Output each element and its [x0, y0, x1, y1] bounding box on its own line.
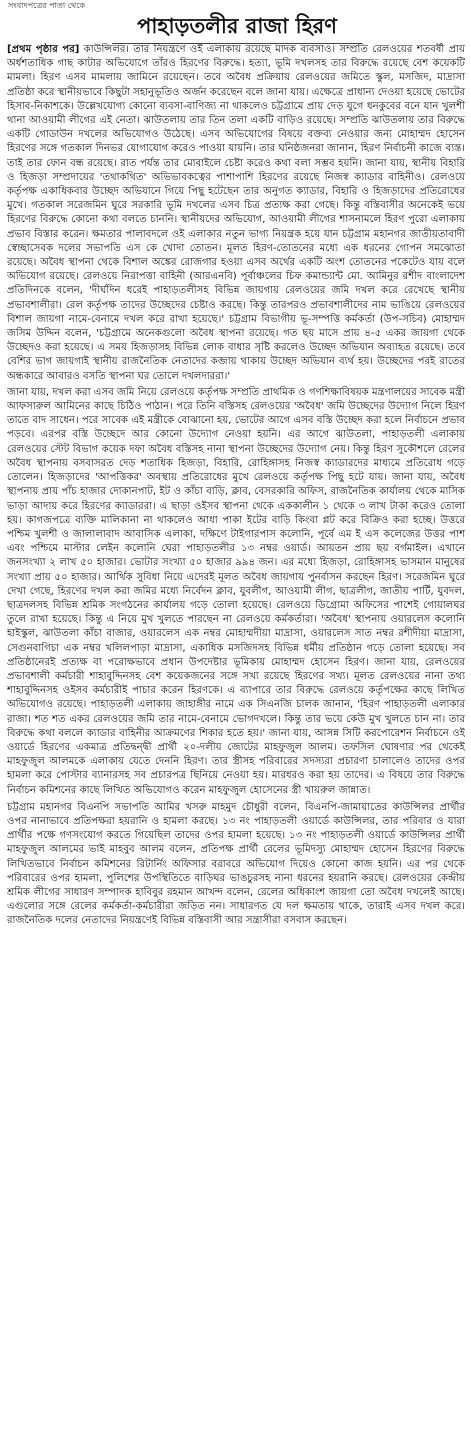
paragraph-text: কাউন্সিলর। তার নিয়ন্ত্রণে ওই এলাকায় রয়েছে মাদক ব্যবসাও। সম্প্রতি রেলওয়ের শতবর্ষী প্রায় অর্ধশতাধিক গাছ কাটার অভিযোগে তাঁরও হিরণের বিরুদ্ধে। হত্যা, ভূমি দখলসহ তার বিরুদ্ধে রয়েছে বেশ কয়েকটি মামলা। হিরণ এসব মামলায় জামিনে রয়েছেন। তবে অবৈধ প্রক্রিয়ায় রেলওয়ের জমিতে স্কুল, মসজিদ, মাদ্রাসা প্রতিষ্ঠা করে স্থানীয়ভাবে কিছুটা সহানুভূতিও অর্জন করেছেন বলে জানা যায়। এক্ষেত্রে প্রাধান্য দেওয়া হয়েছে ভোটের হিসাব-নিকাশকে। উল্লেখযোগ্য কোনো ব্যবসা-বাণিজ্য না থাকলেও চট্টগ্রামে প্রায় দেড় যুগে ধনকুবের বনে যান খুলশী থানা আওয়ামী লীগের এই নেতা। ঝাউতলায় তার তিন তলা একটি বাড়িও রয়েছে। সম্প্রতি ঝাউতলায় তার বিরুদ্ধে একটি গোডাউন দখলের অভিযোগও উঠেছে। এসব অভিযোগের বিষয়ে বক্তব্য নেওয়ার জন্য মোহাম্মদ হোসেন হিরণের সঙ্গে গতকাল দিনভর যোগাযোগ করেও পাওয়া যায়নি। তার ঘনিষ্ঠজনরা জানান, হিরণ নির্বাচনী কাজে ব্যস্ত। তাই তার ফোন বন্ধ রয়েছে। রাত পর্যন্ত তার মোবাইলে চেষ্টা করেও কথা বলা সম্ভব হয়নি। জানা যায়, স্থানীয় বিহারি ও হিজড়া সম্প্রদায়ের 'তথাকথিত' অভিভাবকত্বের পাশাপাশি হিরণের রয়েছে নিজস্ব ক্যাডার বাহিনীও। রেলওয়ে কর্তৃপক্ষ একাধিকবার উচ্ছেদ অভিযানে গিয়ে পিছু হটেছেন তার অনুগত ক্যাডার, বিহারি ও হিজড়াদের প্রতিরোধের মুখে। গতকাল সরেজমিন ঘুরে সরকারি ভূমি দখলের এসব চিত্র প্রত্যক্ষ করা গেছে। কিন্তু বস্তিবাসীর অনেকেই ভয়ে হিরণের বিরুদ্ধে কোনো কথা বলতে চাননি। স্থানীয়দের অভিযোগ, আওয়ামী লীগের শাসনামলে হিরণ পুরো এলাকায় প্রভাব বিস্তার করেন। ক্ষমতার পালাবদলে ওই এলাকার নতুন ভাগ্য নিয়ন্ত্রক হয়ে যান চট্টগ্রাম মহানগর জাতীয়তাবাদী স্বেচ্ছাসেবক দলের সভাপতি এস কে খোদা তোতন। মূলত হিরণ-তোতনের মধ্যে এক ধরনের গোপন সমঝোতা রয়েছে। অবৈধ স্থাপনা থেকে বিশাল অঙ্কের রোজগার হওয়া এসব অর্থের একটি অংশ তোতনের পকেটেও যায় বলে অভিযোগ রয়েছে। রেলওয়ে নিরাপত্তা বাহিনী (আরএনবি) পূর্বাঞ্চলের চিফ কমান্ড্যান্ট মো. আমিনুর রশীদ বাংলাদেশ প্রতিদিনকে বলেন, 'দীর্ঘদিন ধরেই পাহাড়তলীসহ বিভিন্ন জায়গায় রেলওয়ের জমি দখল করে রেখেছে স্থানীয় প্রভাবশালীরা। রেল কর্তৃপক্ষ তাদের উচ্ছেদের চেষ্টাও করছে। কিন্তু তারপরও প্রভাবশালীদের নাম ভাঙিয়ে রেলওয়ের বিশাল জায়গা নামে-বেনামে দখল করে রাখা হয়েছে।' চট্টগ্রাম বিভাগীয় ভূ-সম্পত্তি কর্মকর্তা (উপ-সচিব) মোহাম্মদ জসিম উদ্দিন বলেন, 'চট্টগ্রামে অনেকগুলো অবৈধ স্থাপনা রয়েছে। গত ছয় মাসে প্রায় ৪-৫ একর জায়গা থেকে উচ্ছেদও করা হয়েছে। এ সময় হিজড়াসহ বিভিন্ন লোক বাধার সৃষ্টি করলেও উচ্ছেদ অভিযান অব্যাহত রয়েছে। তবে বেশির ভাগ জায়গাই স্থানীয় রাজনৈতিক নেতাদের কব্জায় থাকায় উচ্ছেদ অভিযান ব্যর্থ হয়। উচ্ছেদের পরই রাতের অন্ধকারে আবারও বসতি স্থাপনা ঘর তোলে দখলদাররা।'	[7, 44, 465, 382]
headline: পাহাড়তলীর রাজা হিরণ	[112, 9, 362, 44]
article-paragraph-1	[7, 43, 465, 384]
paragraph-text: জানা যায়, দখল করা এসব জমি নিয়ে রেলওয়ে কর্তৃপক্ষ সম্প্রতি প্রাথমিক ও গণশিক্ষাবিষয়ক মন্ত্রণালয়ের সাবেক মন্ত্রী আফসারুল আমিনের কাছে চিঠিও পাঠান। পরে তিনি বস্তিসহ রেলওয়ের 'অবৈধ' জমি উচ্ছেদের উদ্যোগ নিলে হিরণ তাতে বাদ সাধেন। পরে সাবেক এই মন্ত্রীকে বোঝানো হয়, ভোটের আগে এসব বস্তি উচ্ছেদ করা হলে নির্বাচনে প্রভাব পড়বে। এরপর বস্তি উচ্ছেদে আর কোনো উদ্যোগ নেওয়া হয়নি। এর আগে ঝাউতলা, পাহাড়তলী এলাকায় রেলওয়ের স্টেট বিভাগ কয়েক দফা অবৈধ বস্তিসহ নানা স্থাপনা উচ্ছেদের উদ্যোগ নেয়। কিন্তু হিরণ সুকৌশলে রেলের অবৈধ স্থাপনায় বসবাসরত দেড় শতাধিক হিজড়া, বিহারি, রোহিঙ্গাসহ নিজস্ব ক্যাডারদের মাধ্যমে প্রতিরোধ গড়ে তোলেন। হিজড়াদের 'আপত্তিকর' অবস্থায় প্রতিরোধের মুখে রেলওয়ে কর্তৃপক্ষ পিছু হটে যায়। জানা যায়, অবৈধ স্থাপনায় প্রায় পাঁচ হাজার দোকানপাট, ইট ও কাঁচা বাড়ি, ক্লাব, বেসরকারি অফিস, রাজনৈতিক কার্যালয় থেকে মাসিক ভাড়া আদায় করে হিরণের ক্যাডাররা। এ ছাড়া ওইসব স্থাপনা থেকে এককালীন ১ থেকে ৩ লাখ টাকা করেও তোলা হয়। কাগজপত্রে ব্যক্তি মালিকানা না থাকলেও আধা পাকা ইটের বাড়ি কিংবা প্লট করে বিক্রিও করা হচ্ছে। উত্তরে পশ্চিম খুলশী ও জালালাবাদ আবাসিক এলাকা, দক্ষিণে টাইগারপাস কলোনি, পূর্বে এম ই এস কলেজের উত্তর পাশ এবং পশ্চিমে মাস্টার লেইন কলোনি ঘেরা পাহাড়তলীর ১৩ নম্বর ওয়ার্ড। আয়তন প্রায় ছয় বর্গমাইল। এখানে জনসংখ্যা ২ লাখ ৫০ হাজার। ভোটার সংখ্যা ৫০ হাজার ৯৯৪ জন। এর মধ্যে হিজড়া, রোহিঙ্গাসহ ভাসমান মানুষের সংখ্যা প্রায় ৫০ হাজার। আর্থিক সুবিধা নিয়ে এদেরই মূলত অবৈধ জায়গায় পুনর্বাসন করছেন হিরণ। সরেজমিন ঘুরে দেখা গেছে, হিরণের দখল করা জমির মধ্যে নির্বেদন ক্লাব, যুবলীগ, আওয়ামী লীগ, ছাত্রলীগ, জাতীয় পার্টি, যুবদল, ছাত্রদলসহ বিভিন্ন শ্রমিক সংগঠনের কার্যালয় গড়ে তোলা হয়েছে। রেলওয়ে ডিগ্রোমা অফিসের পাশেই গোয়ালঘর তুলে রাখা হয়েছে। কিন্তু এ নিয়ে মুখ খুলতে পারছেন না রেলওয়ে কর্মকর্তারা। 'অবৈধ' স্থাপনায় ওয়ারলেস কলোনি হাইস্কুল, ঝাউতলা কাঁচা বাজার, ওয়ারলেস এক নম্বর মোহাম্মদীয়া মাদ্রাসা, ওয়ারলেস সাত নম্বর রশীদীয়া মাদ্রাসা, সেগুনবাগিচা এক নম্বর খলিলপাড়া মাদ্রাসা, একাধিক মসজিদসহ বিভিন্ন ধর্মীয় প্রতিষ্ঠান গড়ে তোলা হয়েছে। সব প্রতিষ্ঠানেরই প্রত্যক্ষ বা পরোক্ষভাবে প্রধান উপদেষ্টার ভূমিকায় মোহাম্মদ হোসেন হিরণ। জানা যায়, রেলওয়ের প্রভাবশালী কর্মচারী শাহাবুদ্দিনসহ বেশ কয়েকজনের সঙ্গে সখ্য রয়েছে হিরণের সখ্য। মূলত রেলওয়ের নানা তথ্য শাহাবুদ্দিনসহ ওইসব কর্মচারীই পাচার করেন হিরণকে। এ ব্যাপারে তার বিরুদ্ধে রেলওয়ে কর্তৃপক্ষের কাছে লিখিত অভিযোগও রয়েছে। পাহাড়তলী এলাকায় জাহাঙ্গীর নামে এক সিএনজি চালক জানান, 'হিরণ পাহাড়তলী এলাকার রাজা। শত শত একর রেলওয়ের জমি তার নামে-বেনামে ভোগদখলে। কিন্তু তার ভয়ে কেউ মুখ খুলতে চান না। তার বিরুদ্ধে কথা বললে ক্যাডার বাহিনীর আক্রমণের শিকার হতে হয়।' জানা যায়, আসন্ন সিটি করপোরেশন নির্বাচনে ওই ওয়ার্ডে হিরণের একমাত্র প্রতিদ্বন্দ্বী প্রার্থী ২০-দলীয় জোটের মাহফুজুল আলম। তফসিল ঘোষণার পর থেকেই মাহফুজুল আলমকে এলাকায় যেতে দেননি হিরণ। তার স্ত্রীসহ পরিবারের সদস্যরা প্রচারণা চালালেও তাদের ওপর হামলা করে পোস্টার ব্যানারসহ সব প্রচারপত্র ছিনিয়ে নেওয়া হয়। মারধরও করা হয় তাদের। এ বিষয়ে তার বিরুদ্ধে নির্বাচন কমিশনের কাছে লিখিত অভিযোগও করেন মাহফুজুল হোসেনের স্ত্রী খায়রুল জান্নাত।	[7, 386, 465, 796]
article-paragraph-3	[7, 801, 465, 929]
paragraph-text: চট্টগ্রাম মহানগর বিএনপি সভাপতি আমির খসরু মাহমুদ চৌধুরী বলেন, বিএনপি-জামায়াতের কাউন্সিলর প্রার্থীর ওপর নানাভাবে প্রতিপক্ষরা হয়রানি ও হামলা করছে। ১৩ নং পাহাড়তলী ওয়ার্ডে কাউন্সিলর, তার পরিবার ও যারা প্রার্থীর পক্ষে গণসংযোগ করতে গিয়েছিল তাদের ওপর হামলা হয়েছে। ১৩ নং পাহাড়তলী ওয়ার্ডে কাউন্সিলর প্রার্থী মাহফুজুল আলমের ভাই মাহবুব আলম বলেন, প্রতিপক্ষ প্রার্থী রেলের ভূমিদস্যু মোহাম্মদ হোসেন হিরণের বিরুদ্ধে লিখিতভাবে নির্বাচন কমিশনের রিটার্নিং অফিসার বরাবরে অভিযোগ দিয়েও কোনো কাজ হয়নি। এর পর থেকে পরিবারের ওপর হামলা, পুলিশের উপস্থিতিতে বাড়িঘর ভাঙচুরসহ নানা ধরনের হয়রানি করছে। রেলওয়ের কেন্দ্রীয় শ্রমিক লীগের সাধারণ সম্পাদক হাবিবুর রহমান আখন্দ বলেন, রেলের অধিকাংশ জায়গা তো অবৈধ দখলেই আছে। এগুলোর সঙ্গে রেলের কর্মকর্তা-কর্মচারীরা জড়িত নন। সাধারণত যে দল ক্ষমতায় থাকে, তারাই এসব দখল করে। রাজনৈতিক দলের নেতাদের নিয়ন্ত্রণেই বিভিন্ন বস্তিবাসী আর সন্ত্রাসীরা বসবাস করছেন।	[7, 801, 465, 927]
article-paragraph-2	[7, 386, 465, 798]
article-body	[7, 43, 465, 1450]
masthead: সংবাদপত্রের পাতা থেকে	[8, 1, 86, 10]
continuation-kicker: [প্রথম পৃষ্ঠার পর]	[7, 44, 80, 55]
